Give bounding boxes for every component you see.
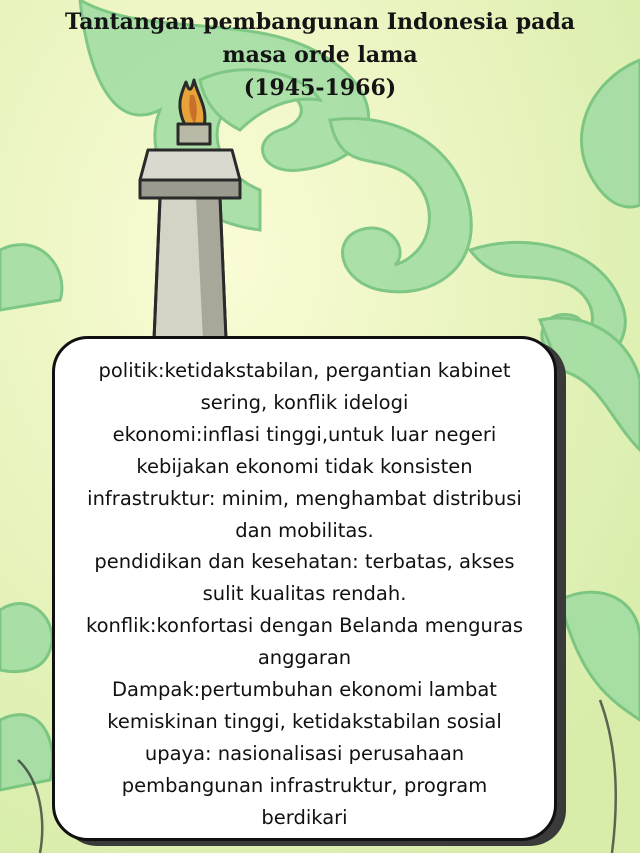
content-line: upaya: nasionalisasi perusahaan	[144, 741, 465, 765]
title-line: Tantangan pembangunan Indonesia pada	[64, 9, 576, 35]
content-line: sering, konflik idelogi	[200, 390, 409, 414]
content-line: kebijakan ekonomi tidak konsisten	[136, 454, 473, 478]
title-line: masa orde lama	[222, 42, 418, 68]
content-line: berdikari	[261, 805, 348, 829]
content-line: ekonomi:inflasi tinggi,untuk luar negeri	[112, 422, 497, 446]
content-line: konflik:konfortasi dengan Belanda menguras	[86, 614, 523, 638]
content-line: infrastruktur: minim, menghambat distribusi	[87, 486, 522, 510]
content-line: kemiskinan tinggi, ketidakstabilan sosial	[107, 709, 502, 733]
content-text	[55, 355, 554, 834]
page-title	[0, 6, 640, 105]
content-card	[52, 336, 557, 841]
content-line: pembangunan infrastruktur, program	[121, 773, 488, 797]
content-line: anggaran	[257, 646, 352, 670]
title-line: (1945-1966)	[243, 75, 397, 101]
content-line: Dampak:pertumbuhan ekonomi lambat	[112, 678, 497, 702]
content-line: sulit kualitas rendah.	[202, 582, 407, 606]
content-line: dan mobilitas.	[235, 518, 374, 542]
content-line: pendidikan dan kesehatan: terbatas, akses	[94, 550, 515, 574]
content-line: politik:ketidakstabilan, pergantian kabinet	[98, 359, 511, 382]
